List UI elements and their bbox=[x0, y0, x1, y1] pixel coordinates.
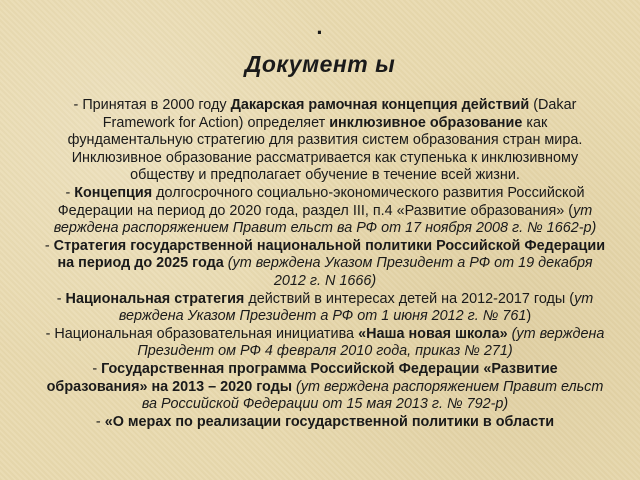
text-run: действий в интересах детей на 2012-2017 годы ( bbox=[244, 290, 575, 307]
text-run: долгосрочного социально-экономического развития Российской Федерации на период до 2020 года, раздел III, п.4 «Развитие образования» ( bbox=[57, 184, 585, 219]
text-run: - bbox=[95, 413, 105, 430]
paragraph-dakar bbox=[44, 97, 606, 185]
paragraph-national-strategy bbox=[44, 291, 606, 326]
text-run-bold: инклюзивное образование bbox=[329, 114, 523, 131]
text-run-italic: (ут верждена Президент ом РФ 4 февраля 2010 года, приказ № 271) bbox=[137, 325, 605, 360]
text-run: - bbox=[44, 237, 54, 254]
text-run: как фундаментальную стратегию для развития систем образования стран мира. Инклюзивное образование рассматривается как ступенька к инклюзивному обществу и предполагает обучение в течение всей жизни. bbox=[67, 114, 583, 184]
text-run-italic: ут верждена Указом Президент а РФ от 1 июня 2012 г. № 761 bbox=[118, 290, 594, 325]
page-title: Документ ы bbox=[244, 51, 396, 77]
paragraph-concept bbox=[44, 185, 606, 238]
text-run: - Принятая в 2000 году bbox=[73, 97, 231, 113]
paragraph-measures bbox=[44, 414, 606, 432]
text-run-bold: Стратегия государственной национальной политики Российской Федерации на период до 2025 года bbox=[53, 237, 606, 272]
text-run: - bbox=[56, 290, 66, 307]
text-run-italic: (ут верждена распоряжением Правит ельст ва Российской Федерации от 15 мая 2013 г. № 792-р) bbox=[141, 378, 604, 413]
text-run: (Dakar Framework for Action) определяет bbox=[102, 97, 577, 131]
text-run: - Национальная образовательная инициатива bbox=[45, 325, 359, 342]
text-run-italic: ут верждена распоряжением Правит ельст ва РФ от 17 ноября 2008 г. № 1662-р) bbox=[53, 202, 597, 237]
text-run-bold: Национальная стратегия bbox=[65, 290, 245, 307]
paragraph-state-program bbox=[44, 361, 606, 414]
text-run: ) bbox=[526, 308, 532, 325]
text-run-bold: Государственная программа Российской Федерации «Развитие образования» на 2013 – 2020 годы bbox=[46, 360, 558, 395]
paragraph-strategy bbox=[44, 238, 606, 291]
text-run-bold: Концепция bbox=[74, 184, 153, 201]
text-run-bold: «О мерах по реализации государственной политики в области bbox=[104, 413, 555, 430]
text-run: - bbox=[92, 360, 102, 377]
body-text bbox=[44, 97, 606, 431]
text-run-bold: «Наша новая школа» bbox=[358, 325, 508, 342]
text-run: - bbox=[65, 184, 75, 201]
text-run-italic: (ут верждена Указом Президент а РФ от 19 декабря 2012 г. N 1666) bbox=[227, 255, 593, 289]
paragraph-new-school bbox=[44, 326, 606, 361]
text-run-bold: Дакарская рамочная концепция действий bbox=[230, 97, 530, 113]
bullet-dot: · bbox=[316, 20, 324, 45]
